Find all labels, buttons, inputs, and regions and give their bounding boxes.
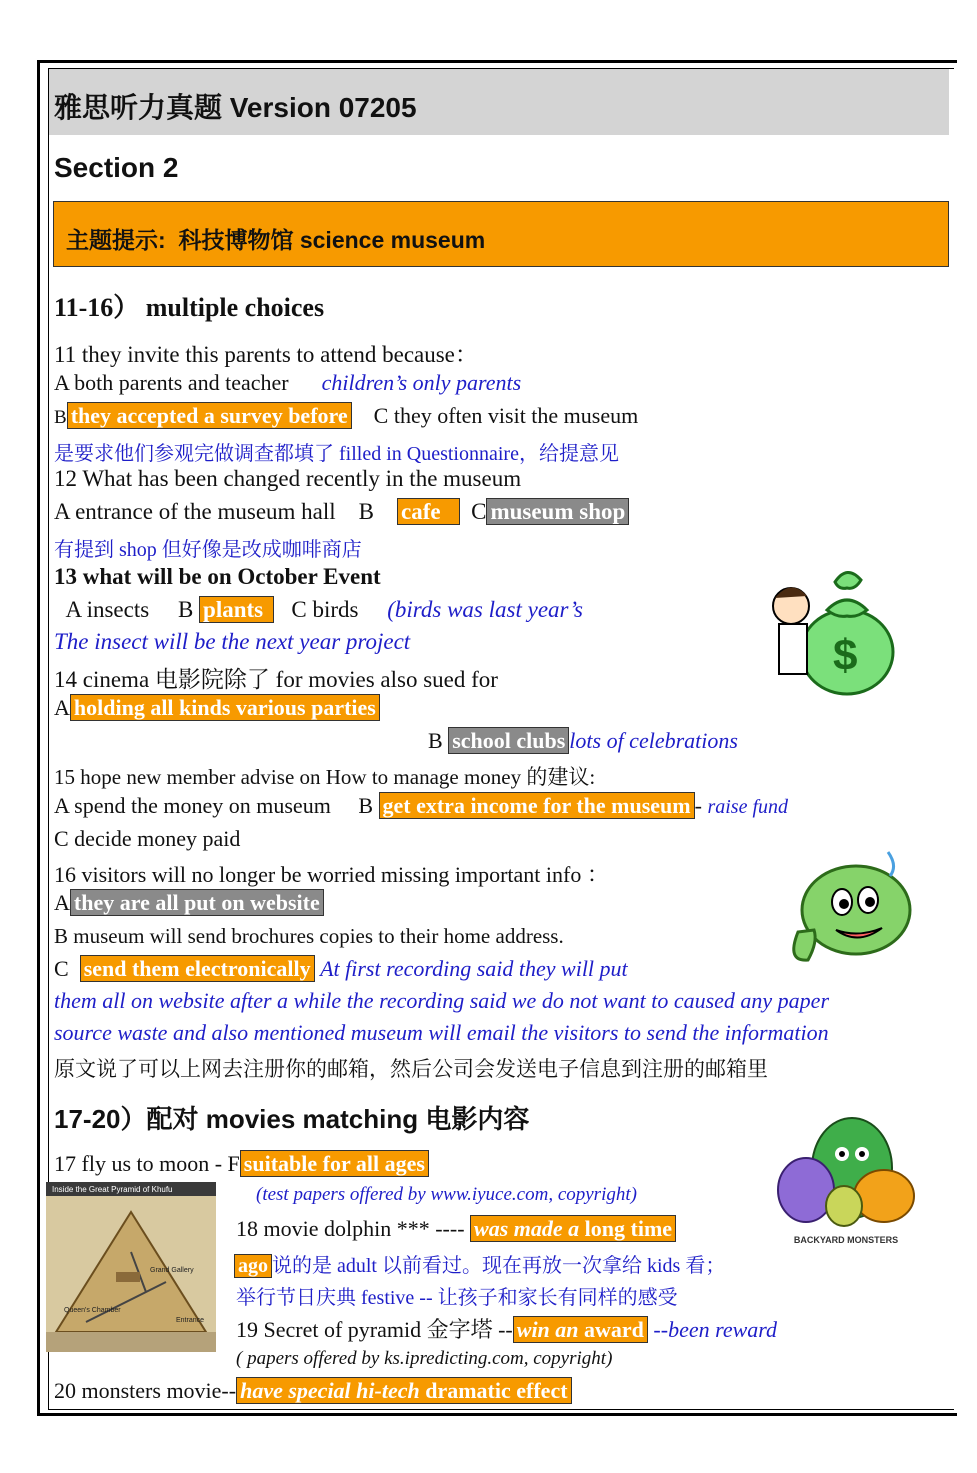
section-title: Section 2 (54, 152, 179, 183)
q13-question: 13 what will be on October Event (54, 564, 381, 589)
svg-text:Grand Gallery: Grand Gallery (150, 1267, 194, 1274)
dollar-icon: $ (833, 631, 858, 680)
watermark-ipredicting: ( papers offered by ks.ipredicting.com, copyright) (236, 1348, 613, 1369)
pyramid-image (46, 1182, 216, 1352)
q19-question: 19 Secret of pyramid 金字塔 -- win an award --been reward (236, 1317, 778, 1342)
q11-question: 11 they invite this parents to attend because： (54, 342, 478, 367)
q18-answer-line-2 (234, 1249, 725, 1278)
q11-option-a: A both parents and teacher children’s only parents (54, 370, 522, 395)
q20-question: 20 monsters movie-- have special hi-tech dramatic effect (54, 1378, 572, 1404)
svg-text:BACKYARD MONSTERS: BACKYARD MONSTERS (793, 1235, 899, 1245)
watermark-iyuce: (test papers offered by www.iyuce.com, copyright) (256, 1184, 637, 1205)
q16-note-3: source waste and also mentioned museum will email the visitors to send the information (54, 1020, 829, 1045)
dolphin-image (778, 842, 928, 972)
q13-answer: plants (199, 596, 274, 623)
q14-option-b: B school clubs lots of celebrations (428, 728, 738, 753)
q18-chinese-note-1: 说的是 adult 以前看过。现在再放一次拿给 kids 看； (272, 1255, 726, 1277)
q19-answer: win an award (513, 1316, 648, 1343)
q15-note: raise fund (707, 796, 789, 818)
money-bag-image (765, 560, 900, 700)
monsters-image (766, 1108, 926, 1248)
q13-options: A insects B plants C birds (birds was last year’s (65, 597, 583, 622)
q13-note: (birds was last year’s (387, 597, 583, 622)
topic-text: 科技博物馆 science museum (178, 227, 486, 253)
q16-note-1: At first recording said they will put (320, 956, 628, 981)
q19-note: --been reward (653, 1317, 778, 1342)
q14-option-a: A holding all kinds various parties (54, 695, 380, 721)
svg-text:Queen's Chamber: Queen's Chamber (64, 1307, 121, 1314)
page-title: 雅思听力真题 Version 07205 (54, 92, 417, 123)
q11-option-b: B they accepted a survey before C they often visit the museum (54, 403, 639, 428)
q12-options: A entrance of the museum hall B cafe C museum shop (54, 499, 629, 525)
q11-answer: they accepted a survey before (67, 402, 352, 429)
q15-answer: get extra income for the museum (379, 792, 695, 819)
q11-option-c: C they often visit the museum (373, 403, 639, 428)
q15-options: A spend the money on museum B get extra income for the museum - raise fund (54, 793, 789, 818)
q13-note-2: The insect will be the next year project (54, 629, 411, 654)
topic-label: 主题提示: 科技博物馆 science museum (66, 227, 486, 253)
q16-option-b: B museum will send brochures copies to their home address. (54, 924, 564, 948)
q16-option-c: C send them electronically At first recording said they will put (54, 956, 628, 981)
q14-answer: holding all kinds various parties (70, 694, 380, 721)
q17-answer: suitable for all ages (240, 1150, 429, 1177)
q12-answer: cafe (397, 498, 460, 525)
q14-option-b-label: school clubs (448, 727, 569, 754)
q12-question: 12 What has been changed recently in the museum (54, 466, 522, 491)
svg-text:Entrance: Entrance (176, 1317, 205, 1324)
q16-option-a: A they are all put on website (54, 890, 324, 916)
q18-answer-1: was made a long time (470, 1215, 676, 1242)
q15-option-c: C decide money paid (54, 826, 241, 851)
q16-chinese-note: 原文说了可以上网去注册你的邮箱，然后公司会发送电子信息到注册的邮箱里 (54, 1057, 768, 1081)
q20-answer: have special hi-tech dramatic effect (236, 1377, 571, 1404)
q16-answer: send them electronically (80, 955, 315, 982)
q17-question: 17 fly us to moon - F suitable for all ages (54, 1151, 429, 1177)
part1-title: 11-16） multiple choices (54, 293, 325, 322)
q15-question: 15 hope new member advise on How to manage money 的建议: (54, 765, 596, 789)
q12-option-c: museum shop (486, 498, 629, 525)
q14-question: 14 cinema 电影院除了 for movies also sued for (54, 667, 498, 692)
q11-note: children’s only parents (321, 370, 522, 395)
part2-title: 17-20）配对 movies matching 电影内容 (54, 1104, 530, 1134)
q16-question: 16 visitors will no longer be worried missing important info ： (54, 862, 609, 887)
svg-text:Inside the Great Pyramid of Kh: Inside the Great Pyramid of Khufu (52, 1185, 173, 1194)
q11-chinese-note: 是要求他们参观完做调查都填了 filled in Questionnaire，给提意见 (54, 443, 619, 465)
q18-question: 18 movie dolphin *** ---- was made a long time (236, 1216, 676, 1242)
q18-answer-2: ago (234, 1254, 272, 1278)
q16-note-2: them all on website after a while the recording said we do not want to caused any paper (54, 988, 830, 1013)
q16-option-a-label: they are all put on website (70, 889, 324, 916)
q18-chinese-note-2: 举行节日庆典 festive -- 让孩子和家长有同样的感受 (236, 1287, 678, 1309)
q12-chinese-note: 有提到 shop 但好像是改成咖啡商店 (54, 539, 362, 561)
q14-note: lots of celebrations (569, 728, 738, 753)
